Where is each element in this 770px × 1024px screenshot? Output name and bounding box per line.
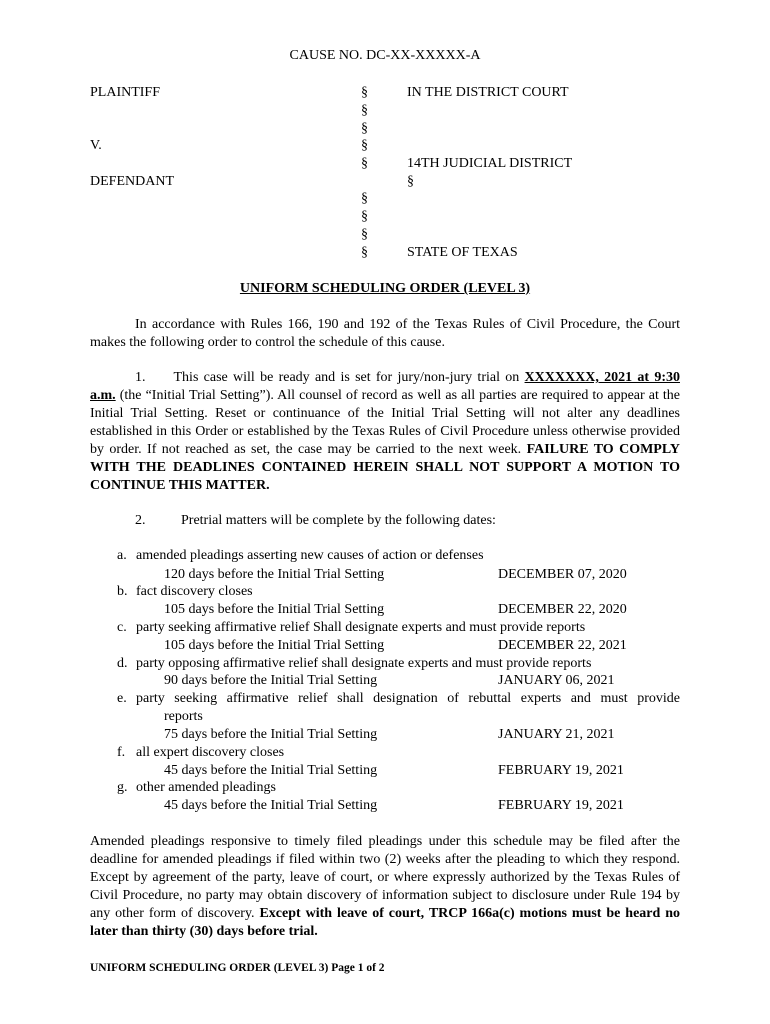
- section-symbol: §: [407, 174, 414, 189]
- deadline-description-continued: reports: [164, 709, 203, 724]
- versus-label: V.: [90, 138, 102, 153]
- closing-paragraph: [90, 833, 680, 941]
- plaintiff-label: PLAINTIFF: [90, 85, 161, 100]
- deadline-letter: c.: [117, 620, 127, 635]
- section-symbol: §: [361, 156, 368, 171]
- closing-bold-text: Except with leave of court, TRCP 166a(c) motions must be heard no later than thirty (30) days before trial.: [90, 906, 680, 939]
- state-label: STATE OF TEXAS: [407, 245, 518, 260]
- deadline-description: party seeking affirmative relief shall designation of rebuttal experts and must provide: [136, 691, 680, 706]
- deadline-date: DECEMBER 07, 2020: [498, 567, 627, 582]
- page-footer: UNIFORM SCHEDULING ORDER (LEVEL 3) Page 1 of 2: [90, 962, 385, 974]
- intro-paragraph: In accordance with Rules 166, 190 and 192 of the Texas Rules of Civil Procedure, the Court makes the following order to control the schedule of this cause.: [90, 317, 680, 350]
- defendant-label: DEFENDANT: [90, 174, 174, 189]
- deadline-letter: f.: [117, 745, 126, 760]
- section-symbol: §: [361, 138, 368, 153]
- deadline-days: 105 days before the Initial Trial Setting: [164, 638, 385, 653]
- deadline-days: 105 days before the Initial Trial Setting: [164, 602, 385, 617]
- trial-date: XXXXXXX, 2021 at 9:30 a.m.: [90, 370, 680, 403]
- deadline-description: all expert discovery closes: [136, 745, 285, 760]
- section-symbol: §: [361, 209, 368, 224]
- deadline-date: DECEMBER 22, 2021: [498, 638, 627, 653]
- paragraph-1-number: 1.: [135, 370, 146, 385]
- paragraph-1-lead: This case will be ready and is set for jury/non-jury trial on: [173, 370, 520, 385]
- paragraph-2-number: 2.: [135, 513, 146, 528]
- deadline-description: amended pleadings asserting new causes of action or defenses: [136, 548, 484, 563]
- deadline-days: 90 days before the Initial Trial Setting: [164, 673, 378, 688]
- paragraph-2-text: Pretrial matters will be complete by the following dates:: [181, 513, 496, 528]
- deadline-days: 120 days before the Initial Trial Setting: [164, 567, 385, 582]
- deadline-letter: a.: [117, 548, 127, 563]
- section-symbol: §: [361, 227, 368, 242]
- deadline-letter: e.: [117, 691, 127, 706]
- court-label: IN THE DISTRICT COURT: [407, 85, 569, 100]
- cause-number: CAUSE NO. DC-XX-XXXXX-A: [289, 48, 481, 63]
- section-symbol: §: [361, 103, 368, 118]
- paragraph-1-warning: FAILURE TO COMPLY WITH THE DEADLINES CONTAINED HEREIN SHALL NOT SUPPORT A MOTION TO CONTINUE THIS MATTER.: [90, 442, 681, 493]
- deadline-date: FEBRUARY 19, 2021: [498, 798, 624, 813]
- paragraph-1-body: (the “Initial Trial Setting”). All counsel of record as well as all parties are required to appear at the Initial Trial Setting. Reset or continuance of the Initial Trial Setting will not alter any deadlines established in this Order or established by the Texas Rules of Civil Procedure unless otherwise provided by order. If not reached as set, the case may be carried to the next week.: [90, 388, 681, 457]
- deadline-letter: d.: [117, 656, 128, 671]
- section-symbol: §: [361, 245, 368, 260]
- section-symbol: §: [361, 191, 368, 206]
- deadline-date: JANUARY 06, 2021: [498, 673, 615, 688]
- section-symbol: §: [361, 121, 368, 136]
- section-symbol: §: [361, 85, 368, 100]
- deadline-days: 45 days before the Initial Trial Setting: [164, 763, 378, 778]
- deadline-letter: g.: [117, 780, 128, 795]
- closing-text: Amended pleadings responsive to timely filed pleadings under this schedule may be filed after the deadline for amended pleadings if filed within two (2) weeks after the pleading to which they respond. Except by agreement of the party, leave of court, or where expressly authorized by the Texas Rules of Civil Procedure, no party may obtain discovery of information subject to disclosure under Rule 194 by any other form of discovery.: [90, 834, 680, 921]
- deadline-date: JANUARY 21, 2021: [498, 727, 615, 742]
- paragraph-1: [90, 369, 680, 495]
- deadline-description: party opposing affirmative relief shall designate experts and must provide reports: [136, 656, 592, 671]
- deadline-days: 75 days before the Initial Trial Setting: [164, 727, 378, 742]
- order-title: UNIFORM SCHEDULING ORDER (LEVEL 3): [239, 281, 531, 296]
- deadline-letter: b.: [117, 584, 128, 599]
- deadline-days: 45 days before the Initial Trial Setting: [164, 798, 378, 813]
- deadline-description: party seeking affirmative relief Shall designate experts and must provide reports: [136, 620, 586, 635]
- deadline-description: fact discovery closes: [136, 584, 253, 599]
- deadline-description: other amended pleadings: [136, 780, 276, 795]
- deadline-date: FEBRUARY 19, 2021: [498, 763, 624, 778]
- deadline-date: DECEMBER 22, 2020: [498, 602, 627, 617]
- district-label: 14TH JUDICIAL DISTRICT: [407, 156, 573, 171]
